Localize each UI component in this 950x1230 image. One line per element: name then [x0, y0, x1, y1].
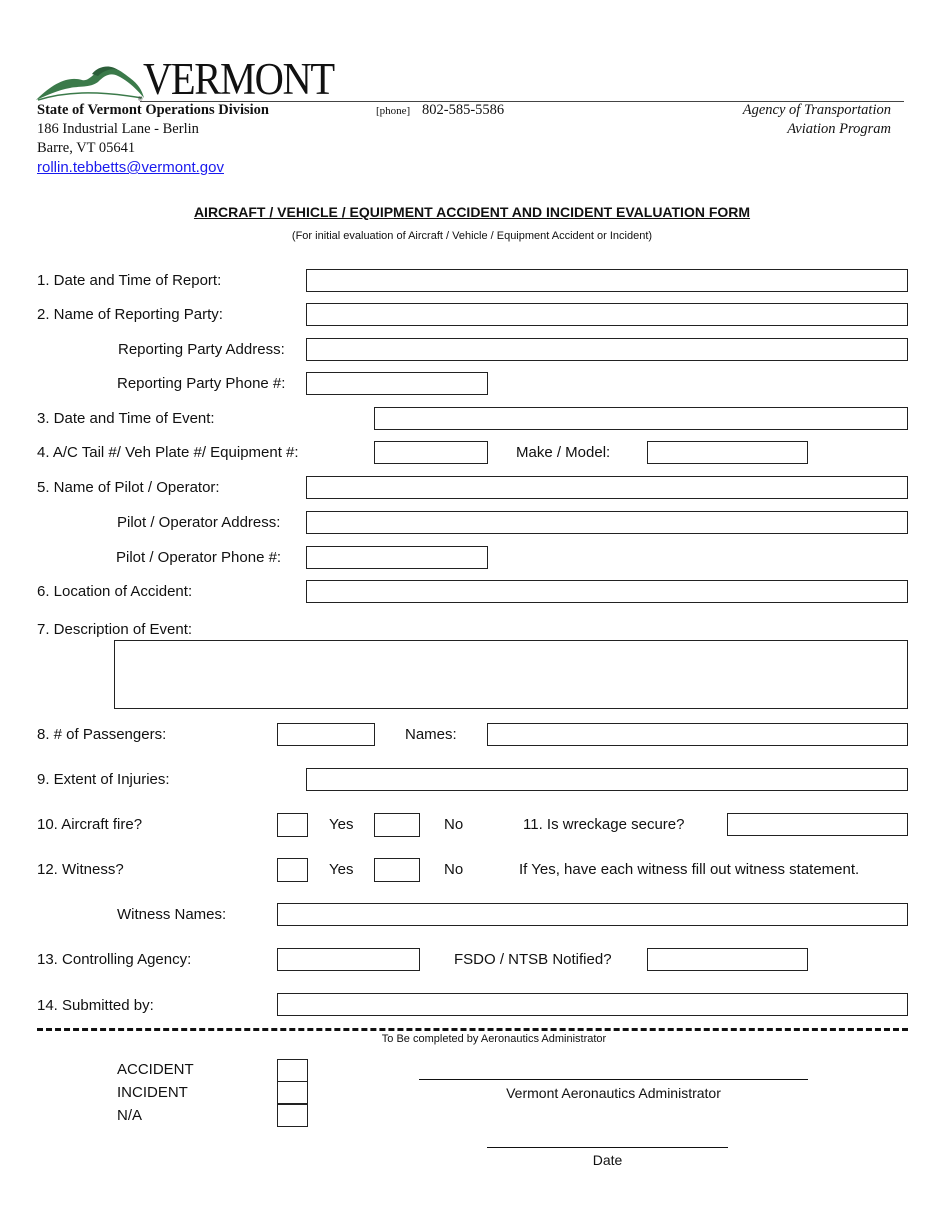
q14-label: 14. Submitted by: — [37, 997, 154, 1014]
q7-description-field[interactable] — [114, 640, 908, 709]
q11-wreckage-secure-field[interactable] — [727, 813, 908, 836]
q12-witness-no-checkbox[interactable] — [374, 858, 420, 882]
q11-label: 11. Is wreckage secure? — [523, 816, 685, 833]
admin-option-accident-label: ACCIDENT — [117, 1061, 194, 1078]
q12-no-label: No — [444, 861, 464, 878]
q3-label: 3. Date and Time of Event: — [37, 410, 215, 427]
q4-tail-plate-equipment-field[interactable] — [374, 441, 488, 464]
q13-fsdo-ntsb-field[interactable] — [647, 948, 808, 971]
admin-accident-checkbox[interactable] — [277, 1059, 308, 1082]
q12-yes-label: Yes — [329, 861, 354, 878]
q12-witness-yes-checkbox[interactable] — [277, 858, 308, 882]
q9-injuries-field[interactable] — [306, 768, 908, 791]
witness-names-label: Witness Names: — [117, 906, 227, 923]
date-label: Date — [592, 1152, 623, 1168]
q7-label: 7. Description of Event: — [37, 621, 193, 638]
vermont-wordmark: VERMONT — [143, 54, 334, 104]
q5-label: 5. Name of Pilot / Operator: — [37, 479, 220, 496]
q5-address-label: Pilot / Operator Address: — [117, 514, 281, 531]
vermont-logo-mountain-icon — [34, 62, 146, 102]
q2-address-label: Reporting Party Address: — [118, 341, 285, 358]
admin-option-incident-label: INCIDENT — [117, 1084, 188, 1101]
q10-fire-no-checkbox[interactable] — [374, 813, 420, 837]
date-line[interactable] — [487, 1147, 728, 1148]
q12-witness-note: If Yes, have each witness fill out witness statement. — [519, 861, 860, 878]
q1-label: 1. Date and Time of Report: — [37, 272, 222, 289]
org-name: State of Vermont Operations Division — [37, 102, 269, 118]
form-subtitle: (For initial evaluation of Aircraft / Vehicle / Equipment Accident or Incident) — [291, 230, 653, 242]
signature-line[interactable] — [419, 1079, 808, 1080]
q8-label: 8. # of Passengers: — [37, 726, 167, 743]
q1-date-time-report-field[interactable] — [306, 269, 908, 292]
q9-label: 9. Extent of Injuries: — [37, 771, 170, 788]
dashed-divider — [37, 1028, 908, 1031]
q4-make-model-field[interactable] — [647, 441, 808, 464]
q2-phone-label: Reporting Party Phone #: — [117, 375, 286, 392]
q2-reporting-party-phone-field[interactable] — [306, 372, 488, 395]
email-link[interactable]: rollin.tebbetts@vermont.gov — [37, 159, 224, 176]
q5-pilot-operator-address-field[interactable] — [306, 511, 908, 534]
admin-incident-checkbox[interactable] — [277, 1081, 308, 1104]
q5-phone-label: Pilot / Operator Phone #: — [116, 549, 282, 566]
q12-label: 12. Witness? — [37, 861, 124, 878]
phone-tag: [phone] — [376, 105, 411, 117]
q2-reporting-party-address-field[interactable] — [306, 338, 908, 361]
q5-pilot-operator-phone-field[interactable] — [306, 546, 488, 569]
q10-fire-yes-checkbox[interactable] — [277, 813, 308, 837]
program-name: Aviation Program — [787, 121, 891, 137]
q13-fsdo-label: FSDO / NTSB Notified? — [454, 951, 612, 968]
q8-passenger-names-field[interactable] — [487, 723, 908, 746]
q10-label: 10. Aircraft fire? — [37, 816, 143, 833]
agency-name: Agency of Transportation — [742, 102, 891, 118]
admin-option-na-label: N/A — [117, 1107, 143, 1124]
q13-label: 13. Controlling Agency: — [37, 951, 192, 968]
address-line-1: 186 Industrial Lane - Berlin — [37, 121, 199, 137]
q5-pilot-operator-name-field[interactable] — [306, 476, 908, 499]
q6-label: 6. Location of Accident: — [37, 583, 193, 600]
address-line-2: Barre, VT 05641 — [37, 140, 136, 156]
q4-label: 4. A/C Tail #/ Veh Plate #/ Equipment #: — [37, 444, 299, 461]
q10-no-label: No — [444, 816, 464, 833]
q4-make-model-label: Make / Model: — [516, 444, 611, 461]
admin-na-checkbox[interactable] — [277, 1104, 308, 1127]
signature-label: Vermont Aeronautics Administrator — [506, 1085, 721, 1101]
q6-location-field[interactable] — [306, 580, 908, 603]
form-title: AIRCRAFT / VEHICLE / EQUIPMENT ACCIDENT AND INCIDENT EVALUATION FORM — [193, 204, 751, 220]
witness-names-field[interactable] — [277, 903, 908, 926]
q10-yes-label: Yes — [329, 816, 354, 833]
admin-note: To Be completed by Aeronautics Administrator — [381, 1033, 607, 1045]
q13-controlling-agency-field[interactable] — [277, 948, 420, 971]
q14-submitted-by-field[interactable] — [277, 993, 908, 1016]
phone-number: 802-585-5586 — [422, 102, 505, 118]
q2-label: 2. Name of Reporting Party: — [37, 306, 223, 323]
q2-reporting-party-name-field[interactable] — [306, 303, 908, 326]
q8-names-label: Names: — [405, 726, 457, 743]
q8-passengers-count-field[interactable] — [277, 723, 375, 746]
svg-text:®: ® — [138, 97, 143, 102]
q3-date-time-event-field[interactable] — [374, 407, 908, 430]
